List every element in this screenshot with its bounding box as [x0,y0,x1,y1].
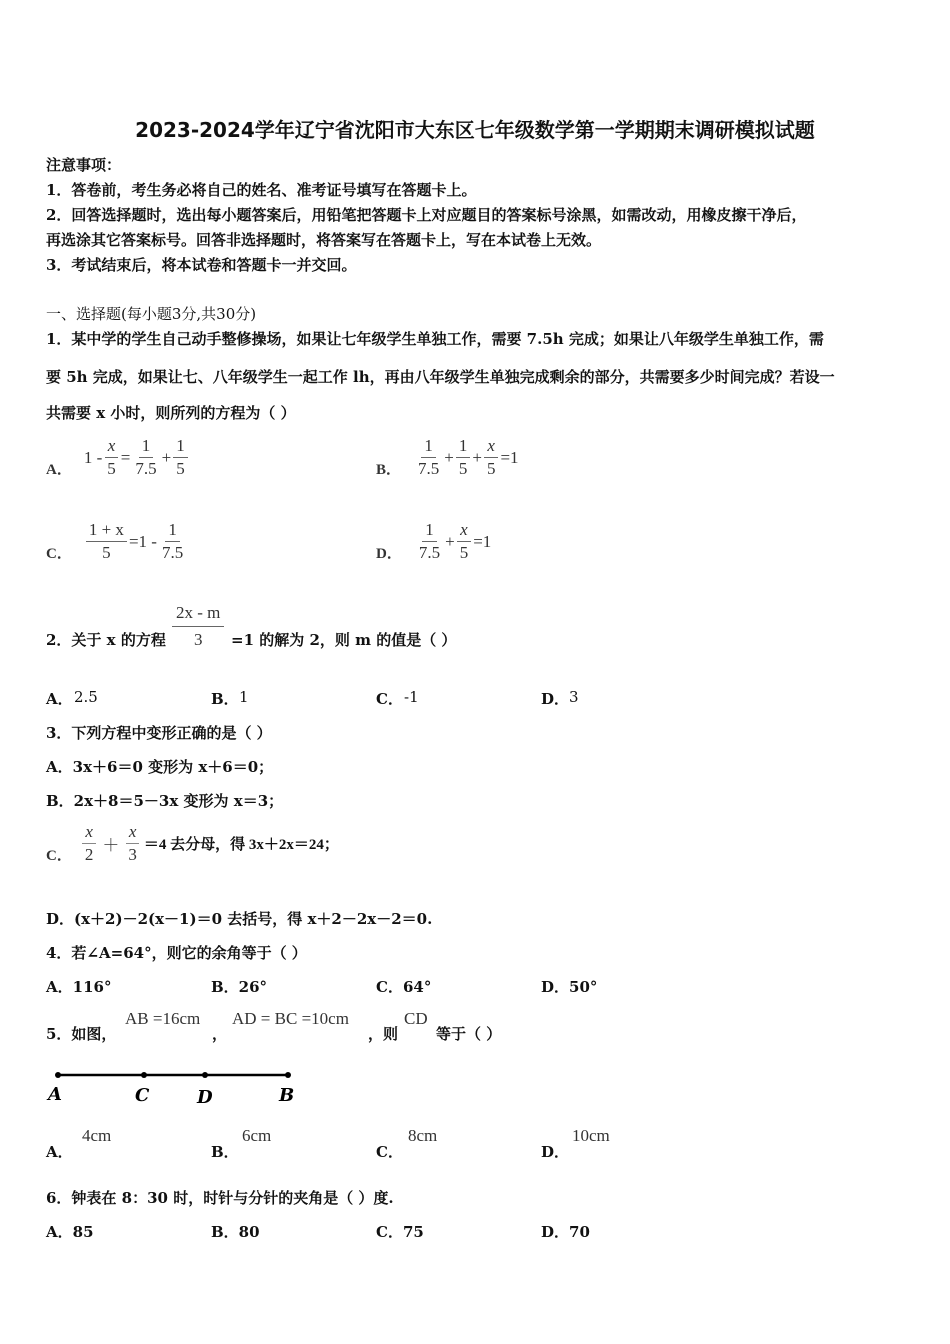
q2-option-c-value: -1 [404,688,419,706]
q5-comma: ， [212,1025,228,1043]
fraction: $\frac{1}{5}$ [456,437,471,478]
q6-stem: 6．钟表在 8：30 时，时针与分针的夹角是（ ）度. [46,1189,394,1207]
q5-eq-ad-bc: AD = BC =10cm [232,1009,349,1028]
q4-option-b[interactable]: B．26° [211,978,268,996]
q5-option-c-label[interactable]: C． [376,1143,403,1161]
q5-option-d-label[interactable]: D． [541,1143,570,1161]
option-label: B． [376,462,402,478]
math-text: =1 [500,447,519,467]
q1-option-c[interactable] [46,520,188,563]
point-a [55,1072,61,1078]
math-text: ＝4 去分母，得 3x＋2x＝24； [143,837,339,853]
notice-item: 3．考试结束后，将本试卷和答题卡一并交回。 [46,256,357,274]
q2-stem-suffix: =1 的解为 2，则 m 的值是（ ） [231,631,457,649]
q5-eq-ab: AB =16cm [125,1009,201,1028]
q2-option-d-label[interactable]: D． [541,690,570,708]
q5-option-b-value: 6cm [242,1126,272,1145]
q5-segment-figure [40,1064,310,1110]
q6-option-c[interactable]: C．75 [376,1223,424,1241]
q4-option-c[interactable]: C．64° [376,978,432,996]
q5-comma-then: ，则 [368,1025,399,1043]
q2-stem-prefix: 2．关于 x 的方程 [46,631,166,649]
point-b [285,1072,291,1078]
notice-heading: 注意事项： [46,156,122,174]
math-text: + [445,531,455,551]
point-d [202,1072,208,1078]
q1-stem-line: 1．某中学的学生自己动手整修操场，如果让七年级学生单独工作，需要 7.5h 完成；如果让八年级学生单独工作，需 [46,330,824,348]
fraction: $\frac{1}{7.5}$ [418,520,441,562]
q1-option-d[interactable] [376,520,491,563]
q2-option-c-label[interactable]: C． [376,690,403,708]
label-c: C [135,1085,150,1106]
q1-stem-line: 共需要 x 小时，则所列的方程为（ ） [46,404,296,422]
option-label: C． [46,848,72,864]
q6-option-a[interactable]: A．85 [46,1223,94,1241]
q6-option-d[interactable]: D．70 [541,1223,590,1241]
option-label: A． [46,462,72,478]
notice-item: 再选涂其它答案标号。回答非选择题时，将答案写在答题卡上，写在本试卷上无效。 [46,231,602,249]
notice-item: 2．回答选择题时，选出每小题答案后，用铅笔把答题卡上对应题目的答案标号涂黑，如需改动，用橡皮擦干净后， [46,206,807,224]
math-text: = [120,447,131,467]
fraction: $\frac{x}{3}$ [125,823,140,864]
label-d: D [197,1087,213,1108]
fraction: $\frac{x}{5}$ [484,437,499,478]
math-text: + [161,447,172,467]
option-label: C． [46,546,72,562]
q5-option-b-label[interactable]: B． [211,1143,239,1161]
q5-stem-prefix: 5．如图， [46,1025,117,1043]
q3-option-d[interactable]: D．(x＋2)－2(x－1)＝0 去括号，得 x＋2－2x－2＝0. [46,910,433,928]
fraction: $\frac{1}{7.5}$ [135,436,157,478]
q3-option-b[interactable]: B．2x＋8＝5－3x 变形为 x＝3； [46,792,284,810]
q1-option-a[interactable] [46,436,190,479]
page-title: 2023-2024学年辽宁省沈阳市大东区七年级数学第一学期期末调研模拟试题 [135,118,815,142]
fraction: $\frac{1}{5}$ [173,437,188,478]
fraction: $\frac{x}{5}$ [104,437,119,478]
q2-option-d-value: 3 [569,688,579,706]
q5-cd: CD [404,1009,428,1028]
math-text: ＋ [102,836,120,855]
q2-option-b-value: 1 [239,688,249,706]
q5-option-a-value: 4cm [82,1126,112,1145]
q5-option-c-value: 8cm [408,1126,438,1145]
q3-stem: 3．下列方程中变形正确的是（ ） [46,724,272,742]
q1-stem-line: 要 5h 完成，如果让七、八年级学生一起工作 lh，再由八年级学生单独完成剩余的部分，共需要多少时间完成？若设一 [46,368,835,386]
section-heading: 一、选择题(每小题3分,共30分) [46,305,257,323]
notice-item: 1．答卷前，考生务必将自己的姓名、准考证号填写在答题卡上。 [46,181,477,199]
q2-option-a-label[interactable]: A． [46,690,73,708]
math-text: + [444,447,454,467]
q5-option-d-value: 10cm [572,1126,610,1145]
fraction: $\frac{1}{7.5}$ [418,436,440,478]
q5-option-a-label[interactable]: A． [46,1143,73,1161]
fraction: $\frac{1}{7.5}$ [161,520,184,562]
option-label: D． [376,546,402,562]
point-c [141,1072,147,1078]
q2-option-b-label[interactable]: B． [211,690,239,708]
q5-stem-suffix: 等于（ ） [436,1025,502,1043]
q3-option-c[interactable] [46,822,339,865]
q6-option-b[interactable]: B．80 [211,1223,260,1241]
math-text: 1 - [83,447,103,467]
math-text: =1 [473,531,492,551]
q4-stem: 4．若∠A=64°，则它的余角等于（ ） [46,944,307,962]
label-a: A [48,1084,62,1105]
math-text: =1 - [128,531,157,551]
math-text: + [472,447,482,467]
q4-option-a[interactable]: A．116° [46,978,112,996]
fraction: $\frac{1 + x}{5}$ [86,521,127,562]
fraction: $\frac{x}{2}$ [82,823,97,864]
q3-option-a[interactable]: A．3x＋6＝0 变形为 x＋6＝0； [46,758,274,776]
q1-option-b[interactable] [376,436,519,479]
label-b: B [279,1085,295,1106]
q2-option-a-value: 2.5 [74,688,98,706]
fraction: $\frac{x}{5}$ [457,521,472,562]
q2-fraction: $\frac{2x - m}{3}$ [172,604,224,649]
q4-option-d[interactable]: D．50° [541,978,598,996]
